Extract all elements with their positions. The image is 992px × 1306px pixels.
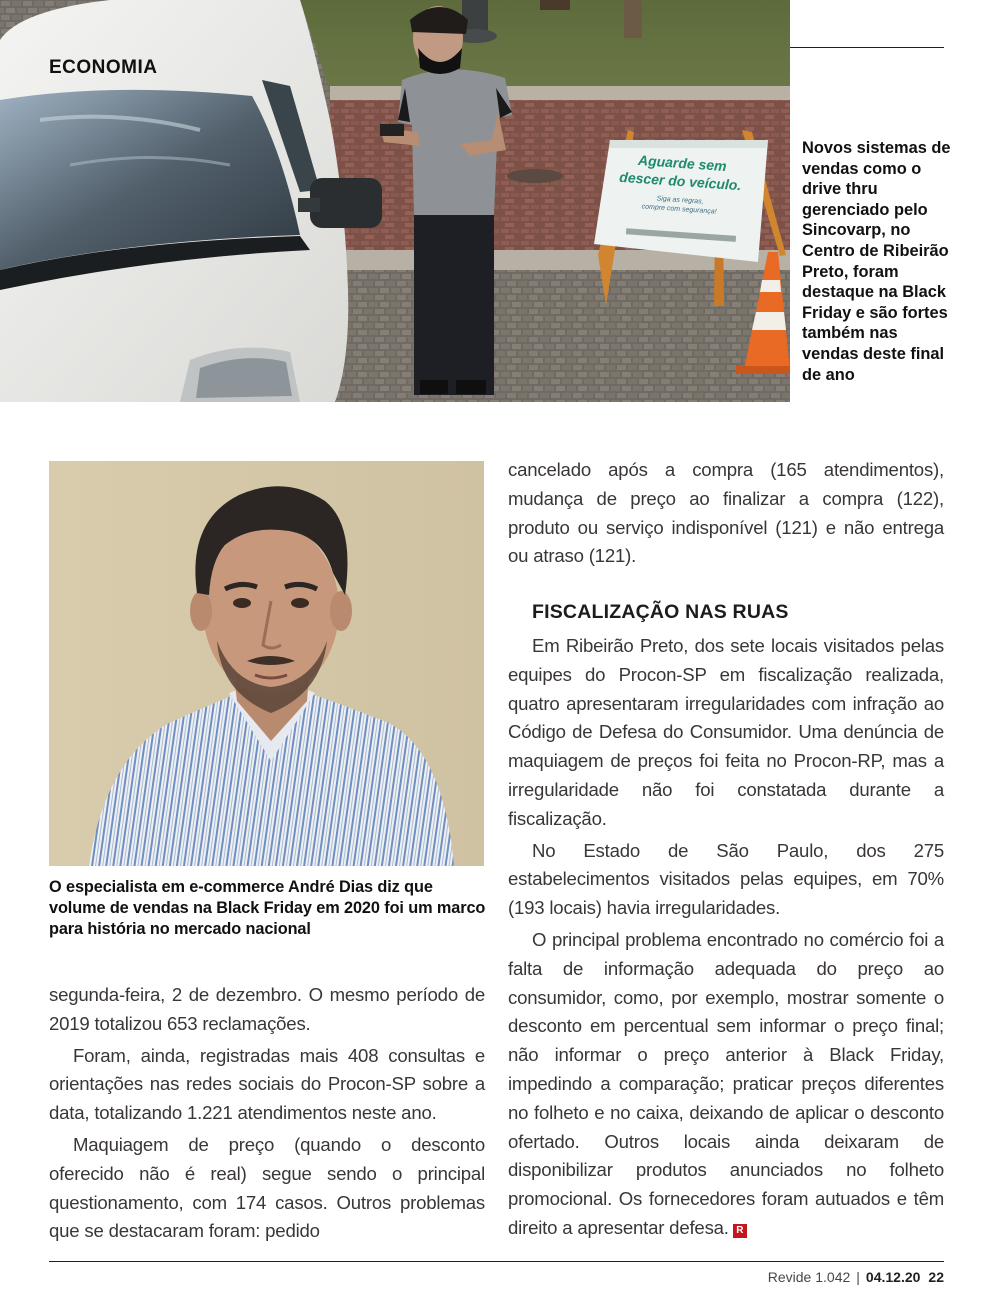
left-column-text (49, 981, 485, 1246)
caption-portrait: O especialista em e-commerce André Dias diz que volume de vendas na Black Friday em 2020 foi um marco para história no mercado nacional (49, 878, 486, 938)
caption-top-photo: Novos sistemas de vendas como o drive thru gerenciado pelo Sincovarp, no Centro de Ribeirão Preto, foram destaque na Black Friday e são fortes também nas vendas deste final de ano (802, 139, 951, 384)
sign-line4: compre com segurança! (641, 203, 717, 216)
portrait-photo (49, 461, 484, 866)
page-footer (768, 1269, 944, 1285)
right-column-continued (508, 456, 944, 571)
footer-publication: Revide 1.042 (767, 1269, 851, 1285)
left-paragraph-1: segunda-feira, 2 de dezembro. O mesmo período de 2019 totalizou 653 reclamações. (49, 984, 485, 1034)
drive-thru-photo (0, 0, 790, 402)
right-column-text (508, 632, 944, 1243)
left-paragraph-3: Maquiagem de preço (quando o desconto oferecido não é real) segue sendo o principal questionamento, com 174 casos. Outros problemas que se destacaram foram: pedido (49, 1133, 485, 1242)
footer-separator: | (856, 1269, 860, 1285)
left-paragraph-2: Foram, ainda, registradas mais 408 consultas e orientações nas redes sociais do Procon-SP sobre a data, totalizando 1.221 atendimentos neste ano. (49, 1044, 485, 1124)
page-number: 22 (928, 1269, 944, 1285)
sign-line1: Aguarde sem (637, 151, 728, 175)
right-paragraph-2: No Estado de São Paulo, dos 275 estabelecimentos visitados pelas equipes, em 70% (193 locais) havia irregularidades. (508, 839, 944, 919)
subheading: FISCALIZAÇÃO NAS RUAS (532, 601, 789, 623)
right-paragraph-3 (508, 926, 944, 1243)
sign-line3: Siga as regras, (656, 195, 704, 206)
footer-date: 04.12.20 (865, 1269, 921, 1285)
footer-divider (49, 1261, 944, 1262)
portrait-figure (49, 461, 484, 866)
right-paragraph-3-text: O principal problema encontrado no comércio foi a falta de informação adequada do preço ao consumidor, como, por exemplo, mostrar somente o desconto em percentual sem informar o preço final; não informar o preço anterior à Black Friday, impedindo a comparação; praticar preços diferentes no folheto e no caixa, deixando de aplicar o desconto ofertado. Outros locais ainda deixaram de disponibilizar produtos anunciados no folheto promocional. Os fornecedores foram autuados e têm direito a apresentar defesa. (508, 928, 944, 1238)
section-label: ECONOMIA (49, 57, 158, 78)
top-divider (790, 47, 944, 48)
right-paragraph-1: Em Ribeirão Preto, dos sete locais visitados pelas equipes do Procon-SP em fiscalização realizada, quatro apresentaram irregularidades com infração ao Código de Defesa do Consumidor. Uma denúncia de maquiagem de preços foi feita no Procon-RP, mas a irregularidade não foi constatada durante a fiscalização. (508, 635, 944, 829)
right-paragraph-0: cancelado após a compra (165 atendimentos), mudança de preço ao finalizar a compra (122), produto ou serviço indisponível (121) e não entrega ou atraso (121). (508, 459, 944, 567)
end-mark-icon: R (733, 1224, 747, 1238)
sign-line2: descer do veículo. (618, 168, 742, 194)
